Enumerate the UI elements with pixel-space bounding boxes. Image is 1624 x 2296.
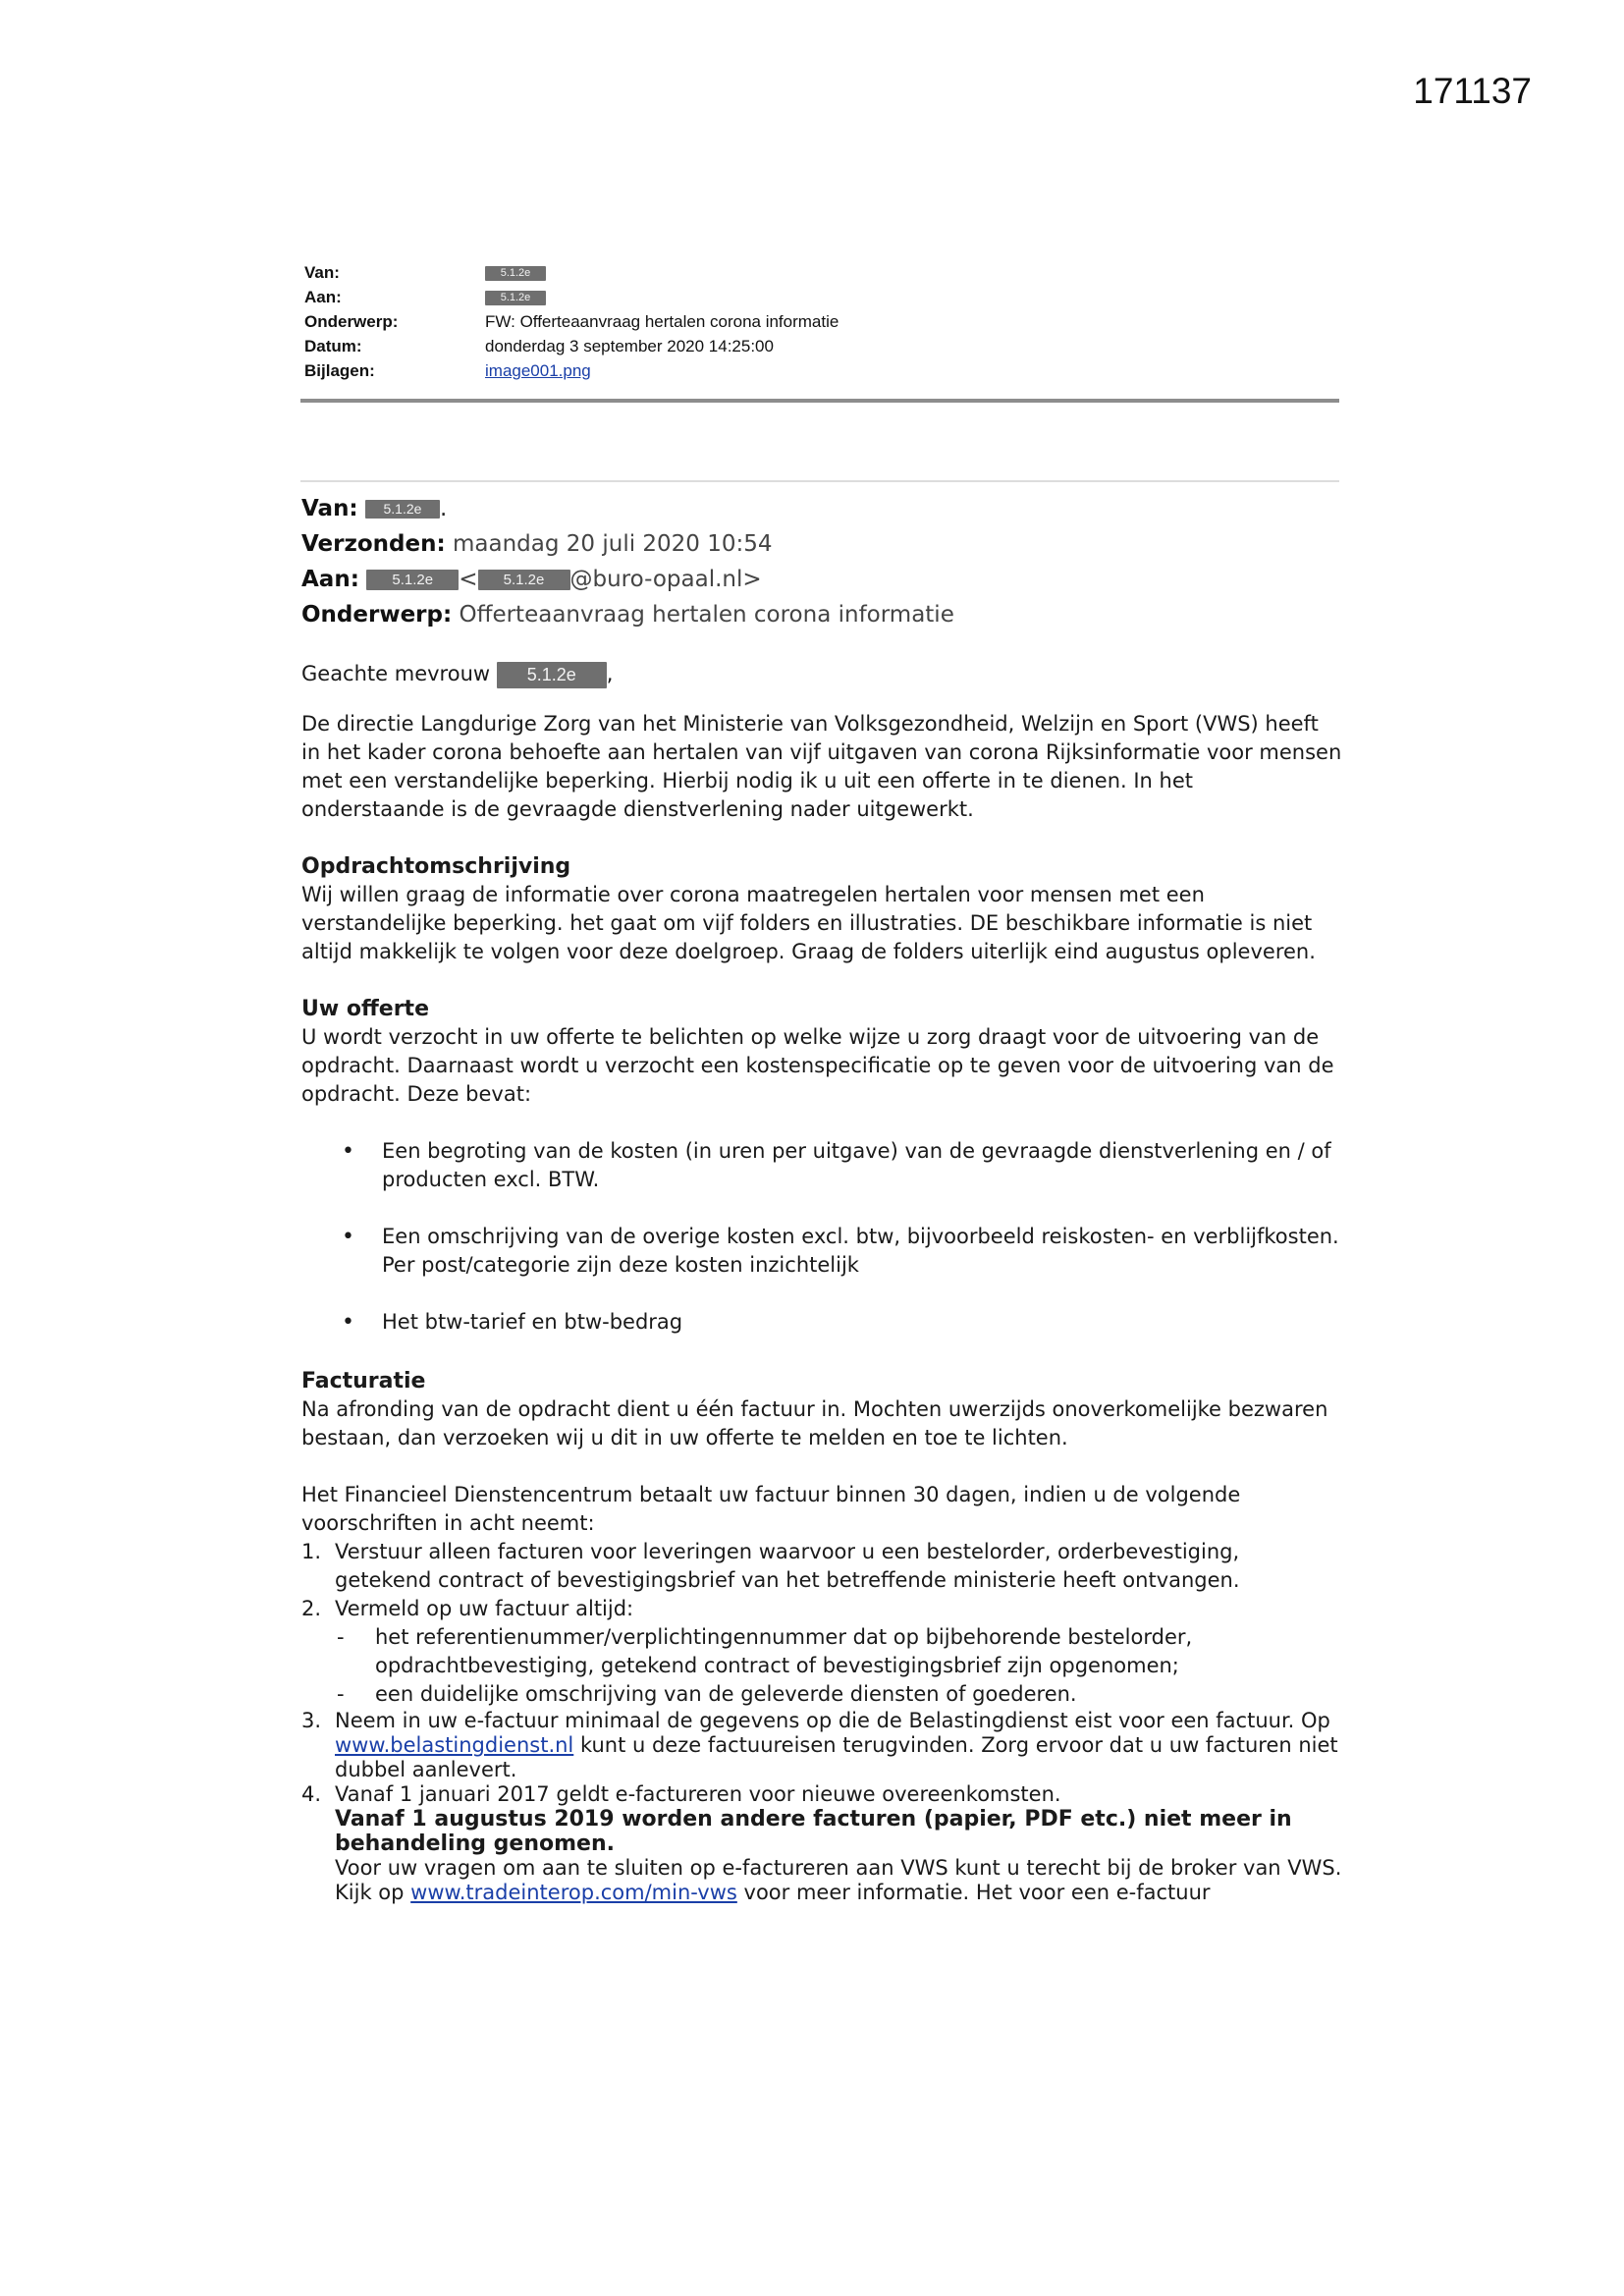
section-heading: Facturatie xyxy=(301,1369,426,1394)
fwd-subject-row xyxy=(301,597,1342,632)
list-item: • Een begroting van de kosten (in uren per uitgave) van de gevraagde dienstverlening en / of producten excl. BTW. xyxy=(301,1137,1342,1194)
greeting: Geachte mevrouw 5.1.2e , xyxy=(301,660,1342,688)
redaction-box: 5.1.2e xyxy=(497,662,607,688)
facturatie-paragraph: Na afronding van de opdracht dient u één factuur in. Mochten uwerzijds onoverkomelijke bezwaren bestaan, dan verzoeken wij u dit in uw offerte te melden en toe te lichten. xyxy=(301,1397,1328,1449)
fwd-to-label: Aan: xyxy=(301,567,359,592)
numbered-item: 1. Verstuur alleen facturen voor leveringen waarvoor u een bestelorder, orderbevestiging, getekend contract of bevestigingsbrief van het betreffende ministerie heeft ontvangen. xyxy=(301,1540,1240,1592)
document-number: 171137 xyxy=(1413,71,1532,111)
list-item: • Een omschrijving van de overige kosten excl. btw, bijvoorbeeld reiskosten- en verblijfkosten. Per post/categorie zijn deze kosten inzichtelijk xyxy=(301,1223,1342,1280)
subject-label: Onderwerp: xyxy=(304,312,399,331)
fwd-to-domain: @buro-opaal.nl> xyxy=(569,567,762,592)
tradeinterop-link[interactable]: www.tradeinterop.com/min-vws xyxy=(410,1881,737,1904)
forwarded-header xyxy=(301,491,1342,632)
header-to-row xyxy=(304,285,1335,309)
redaction-box: 5.1.2e xyxy=(366,570,459,590)
redaction-box: 5.1.2e xyxy=(478,570,570,590)
header-from-row xyxy=(304,260,1335,285)
list-item: • Het btw-tarief en btw-bedrag xyxy=(301,1308,1342,1337)
to-label: Aan: xyxy=(304,288,342,306)
message-body xyxy=(301,660,1342,1905)
numbered-item: 3. Neem in uw e-factuur minimaal de gegevens op die de Belastingdienst eist voor een factuur. Op www.belastingdienst.nl kunt u deze factuureisen terugvinden. Zorg ervoor dat u uw facturen niet dubbel aanlevert. xyxy=(301,1709,1338,1781)
date-value: donderdag 3 september 2020 14:25:00 xyxy=(485,337,774,355)
email-header xyxy=(304,260,1335,383)
header-date-row xyxy=(304,334,1335,358)
attachment-link[interactable]: image001.png xyxy=(485,361,591,380)
intro-paragraph: De directie Langdurige Zorg van het Ministerie van Volksgezondheid, Welzijn en Sport (VWS) heeft in het kader corona behoefte aan hertalen van vijf uitgaven van corona Rijksinformatie voor mensen met een verstandelijke beperking. Hierbij nodig ik u uit een offerte in te dienen. In het onderstaande is de gevraagde dienstverlening nader uitgewerkt. xyxy=(301,712,1342,821)
offerte-paragraph: U wordt verzocht in uw offerte te belichten op welke wijze u zorg draagt voor de uitvoering van de opdracht. Daarnaast wordt u verzocht een kostenspecificatie op te geven voor de uitvoering van de opdracht. Deze bevat: xyxy=(301,1025,1334,1106)
date-label: Datum: xyxy=(304,337,362,355)
fdc-paragraph: Het Financieel Dienstencentrum betaalt uw factuur binnen 30 dagen, indien u de volgende voorschriften in acht neemt: xyxy=(301,1483,1241,1535)
redaction-box: 5.1.2e xyxy=(485,266,546,281)
header-divider xyxy=(300,399,1339,403)
fwd-subject-label: Onderwerp: xyxy=(301,602,453,628)
attachments-label: Bijlagen: xyxy=(304,361,375,380)
header-subject-row xyxy=(304,309,1335,334)
redaction-box: 5.1.2e xyxy=(365,500,440,519)
message-divider xyxy=(300,480,1339,482)
fwd-sent-label: Verzonden: xyxy=(301,531,446,557)
header-attachments-row xyxy=(304,358,1335,383)
fwd-from-row: Van: 5.1.2e . xyxy=(301,496,448,521)
numbered-item: 2. Vermeld op uw factuur altijd: xyxy=(301,1597,634,1620)
opdracht-paragraph: Wij willen graag de informatie over corona maatregelen hertalen voor mensen met een verstandelijke beperking. het gaat om vijf folders en illustraties. DE beschikbare informatie is niet altijd makkelijk te volgen voor deze doelgroep. Graag de folders uiterlijk eind augustus opleveren. xyxy=(301,883,1316,963)
dash-item: - een duidelijke omschrijving van de geleverde diensten of goederen. xyxy=(337,1682,1077,1706)
redaction-box: 5.1.2e xyxy=(485,291,546,305)
bold-notice: Vanaf 1 augustus 2019 worden andere facturen (papier, PDF etc.) niet meer in behandeling genomen. xyxy=(335,1807,1292,1856)
cost-spec-list xyxy=(301,1137,1342,1337)
subject-value: FW: Offerteaanvraag hertalen corona informatie xyxy=(485,312,839,331)
numbered-item: 4. Vanaf 1 januari 2017 geldt e-factureren voor nieuwe overeenkomsten. Vanaf 1 augustus 2019 worden andere facturen (papier, PDF etc.) niet meer in behandeling genomen. Voor uw vragen om aan te sluiten op e-factureren aan VWS kunt u terecht bij de broker van VWS. Kijk op www.tradeinterop.com/min-vws voor meer informatie. Het voor een e-factuur xyxy=(301,1782,1342,1904)
fwd-subject-value: Offerteaanvraag hertalen corona informatie xyxy=(459,602,954,628)
fwd-from-label: Van: xyxy=(301,496,358,521)
section-heading: Uw offerte xyxy=(301,997,429,1021)
section-heading: Opdrachtomschrijving xyxy=(301,854,571,879)
fwd-sent-row xyxy=(301,526,1342,562)
fwd-sent-value: maandag 20 juli 2020 10:54 xyxy=(453,531,773,557)
from-label: Van: xyxy=(304,263,340,282)
dash-item: - het referentienummer/verplichtingennummer dat op bijbehorende bestelorder, opdrachtbevestiging, getekend contract of bevestigingsbrief zijn opgenomen; xyxy=(337,1625,1193,1677)
belastingdienst-link[interactable]: www.belastingdienst.nl xyxy=(335,1733,574,1757)
fwd-to-row: Aan: 5.1.2e < 5.1.2e @buro-opaal.nl> xyxy=(301,567,762,592)
